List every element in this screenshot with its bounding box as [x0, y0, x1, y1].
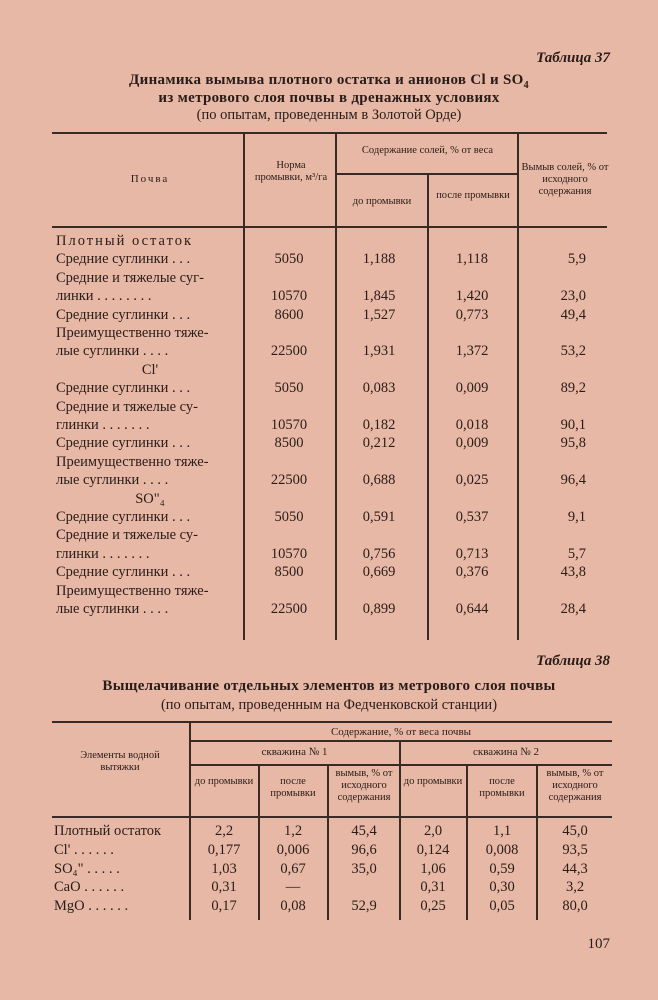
table37-before-cell: 0,756	[362, 545, 396, 562]
table37-section-label: Cl'	[141, 361, 159, 378]
table37-soil-cell: Средние и тяжелые суг-	[56, 269, 204, 286]
table38-w1-header-before: до промывки	[194, 776, 254, 787]
table38-w1-washout-cell: 52,9	[351, 898, 377, 915]
table37-after-cell: 0,537	[455, 509, 489, 525]
table37-before-cell: 0,669	[362, 564, 396, 581]
table37-soil-cell: Средние суглинки . . .	[56, 251, 191, 268]
table37-soil-cell: Средние и тяжелые су-	[56, 398, 198, 415]
table38-w2-before-cell: 0,124	[416, 841, 450, 858]
table37-col-divider-4	[517, 132, 519, 640]
table38-w2-after-cell: 0,05	[489, 898, 515, 915]
table38-well-rule	[190, 764, 612, 766]
table38-w2-before-cell: 2,0	[423, 823, 443, 839]
table37-after-cell: 0,644	[455, 601, 489, 617]
table37-norm-cell: 22500	[270, 472, 308, 489]
table37-header-washout: Вымыв солей, % от исходного содержания	[521, 162, 609, 197]
table37-after-cell: 0,376	[455, 564, 489, 581]
table37-after-cell: 0,018	[455, 417, 489, 433]
table38-w1-after-cell: —	[285, 879, 301, 896]
table37-title-line1: Динамика вымыва плотного остатка и анионов Cl и $SO_4$	[129, 72, 529, 91]
table37-norm-cell: 5050	[274, 380, 304, 397]
table37-washout-cell: 9,1	[567, 509, 586, 525]
table38-w2-before-cell: 0,25	[420, 898, 446, 915]
table37-washout-cell: 95,8	[560, 435, 586, 452]
table38-w2-after-cell: 0,59	[489, 860, 515, 877]
table38-header-well2: скважина № 2	[473, 746, 539, 758]
table37-norm-cell: 22500	[270, 343, 308, 360]
table37-content-rule	[335, 173, 517, 175]
table37-section-label: Плотный остаток	[56, 233, 194, 249]
table38-w1-after-cell: 0,08	[280, 898, 306, 915]
table37-norm-cell: 8600	[274, 306, 304, 323]
table37-norm-cell: 10570	[270, 417, 308, 433]
table37-subtitle: (по опытам, проведенным в Золотой Орде)	[196, 107, 462, 123]
table38-w2-after-cell: 0,30	[489, 879, 515, 896]
table37-soil-cell: глинки . . . . . . .	[56, 417, 150, 433]
table38-w2-washout-cell: 44,3	[562, 860, 588, 877]
table38-header-rule	[52, 816, 612, 818]
table38-w1-before-cell: 0,17	[211, 898, 237, 915]
table37-after-cell: 0,009	[455, 435, 489, 452]
table37-section-label: SO"₄	[135, 490, 165, 507]
table38-w1-washout-cell: 35,0	[351, 860, 377, 877]
table37-washout-cell: 5,9	[567, 251, 586, 268]
page-number: 107	[587, 936, 610, 952]
table37-soil-cell: Средние суглинки . . .	[56, 435, 191, 452]
table37-before-cell: 0,212	[362, 435, 396, 452]
table37-soil-cell: лые суглинки . . . .	[56, 472, 169, 489]
table37-before-cell: 0,591	[362, 509, 396, 525]
table37-col-divider-3	[427, 173, 429, 640]
table38-w1-after-cell: 0,67	[280, 860, 306, 877]
table37-top-rule	[52, 132, 607, 134]
table37-washout-cell: 28,4	[560, 601, 586, 617]
table37-title-line2: из метрового слоя почвы в дренажных условиях	[158, 90, 500, 106]
table38-element-cell: Cl' . . . . . .	[54, 841, 114, 858]
table37-before-cell: 0,899	[362, 601, 396, 617]
table38-w1-before-cell: 0,177	[207, 841, 241, 858]
table38-element-cell: Плотный остаток	[54, 823, 162, 839]
table37-soil-cell: лые суглинки . . . .	[56, 343, 169, 360]
table38-w1-washout-cell: 45,4	[351, 823, 377, 839]
table37-washout-cell: 90,1	[560, 417, 586, 433]
table37-soil-cell: глинки . . . . . . .	[56, 545, 150, 562]
table37-after-cell: 0,025	[455, 472, 489, 489]
table38-w2-washout-cell: 3,2	[565, 879, 585, 896]
table37-before-cell: 1,188	[362, 251, 396, 268]
table37-after-cell: 1,372	[455, 343, 489, 360]
table37-col-divider-2	[335, 132, 337, 640]
table37-soil-cell: Средние суглинки . . .	[56, 509, 191, 525]
table37-soil-cell: Средние и тяжелые су-	[56, 527, 198, 544]
table38-w1-after-cell: 1,2	[283, 823, 303, 839]
table37-before-cell: 0,688	[362, 472, 396, 489]
table37-after-cell: 1,420	[455, 288, 489, 305]
table38-w1-after-cell: 0,006	[276, 841, 310, 858]
table38-w1-header-after: после промывки	[270, 776, 316, 799]
table37-washout-cell: 89,2	[560, 380, 586, 397]
table38-w2-washout-cell: 45,0	[562, 823, 588, 839]
table38-col-divider-2	[258, 764, 260, 920]
table37-norm-cell: 22500	[270, 601, 308, 617]
table37-col-divider-1	[243, 132, 245, 640]
table37-soil-cell: Преимущественно тяже-	[56, 453, 209, 470]
table37-soil-cell: Преимущественно тяже-	[56, 325, 209, 341]
table38-title: Выщелачивание отдельных элементов из метрового слоя почвы	[102, 678, 556, 694]
table38-w2-before-cell: 1,06	[420, 860, 446, 877]
table38-element-cell: SO₄" . . . . .	[54, 860, 120, 877]
table37-norm-cell: 10570	[270, 545, 308, 562]
table37-soil-cell: Преимущественно тяже-	[56, 582, 209, 599]
table38-subtitle: (по опытам, проведенным на Федченковской станции)	[160, 697, 498, 713]
table37-soil-cell: линки . . . . . . . .	[56, 288, 152, 305]
table37-washout-cell: 53,2	[560, 343, 586, 360]
table37-washout-cell: 49,4	[560, 306, 586, 323]
table38-w2-header-before: до промывки	[403, 776, 463, 787]
table38-w2-washout-cell: 80,0	[562, 898, 588, 915]
table38-w1-header-washout: вымыв, % от исходного содержания	[335, 768, 393, 803]
table37-soil-cell: Средние суглинки . . .	[56, 306, 191, 323]
table37-header-content: Содержание солей, % от веса	[361, 145, 494, 156]
table38-w2-header-washout: вымыв, % от исходного содержания	[546, 768, 604, 803]
table37-header-soil: Почва	[130, 173, 170, 185]
table38-header-elements: Элементы водной вытяжки	[80, 750, 160, 773]
table37-washout-cell: 96,4	[560, 472, 586, 489]
table37-after-cell: 1,118	[455, 251, 489, 268]
table37-header-rule	[52, 226, 607, 228]
table38-header-well1: скважина № 1	[261, 746, 328, 758]
table37-soil-cell: Средние суглинки . . .	[56, 380, 191, 397]
table37-before-cell: 0,083	[362, 380, 396, 397]
table38-col-divider-5	[466, 764, 468, 920]
table38-w2-after-cell: 0,008	[485, 841, 519, 858]
table38-w1-before-cell: 0,31	[211, 879, 237, 896]
table37-after-cell: 0,713	[455, 545, 489, 562]
table38-w2-washout-cell: 93,5	[562, 841, 588, 858]
table38-element-cell: CaO . . . . . .	[54, 879, 125, 896]
table37-norm-cell: 5050	[274, 509, 304, 525]
table37-header-norm: Норма промывки, м³/га	[254, 160, 328, 183]
table38-w1-washout-cell: 96,6	[351, 841, 377, 858]
table38-w2-before-cell: 0,31	[420, 879, 446, 896]
table37-soil-cell: лые суглинки . . . .	[56, 601, 169, 617]
table38-w1-before-cell: 2,2	[214, 823, 234, 839]
table38-col-divider-6	[536, 764, 538, 920]
table37-header-after: после промывки	[436, 190, 510, 201]
table38-content-rule	[190, 740, 612, 742]
table37-washout-cell: 43,8	[560, 564, 586, 581]
table38-w2-after-cell: 1,1	[492, 823, 512, 839]
table38-w1-before-cell: 1,03	[211, 860, 237, 877]
table37-before-cell: 1,845	[362, 288, 396, 305]
table37-label: Таблица 37	[536, 50, 610, 66]
table38-top-rule	[52, 721, 612, 723]
table37-before-cell: 1,931	[362, 343, 396, 360]
table37-soil-cell: Средние суглинки . . .	[56, 564, 191, 581]
table37-before-cell: 1,527	[362, 306, 396, 323]
table38-element-cell: MgO . . . . . .	[54, 898, 129, 915]
table38-w2-header-after: после промывки	[479, 776, 525, 799]
table37-norm-cell: 8500	[274, 564, 304, 581]
table37-norm-cell: 8500	[274, 435, 304, 452]
table38-label: Таблица 38	[536, 653, 610, 669]
table37-after-cell: 0,009	[455, 380, 489, 397]
table37-after-cell: 0,773	[455, 306, 489, 323]
table37-header-before: до промывки	[352, 196, 412, 207]
table37-washout-cell: 5,7	[567, 545, 586, 562]
table37-washout-cell: 23,0	[560, 288, 586, 305]
table38-header-content: Содержание, % от веса почвы	[330, 726, 472, 738]
table37-before-cell: 0,182	[362, 417, 396, 433]
table37-norm-cell: 10570	[270, 288, 308, 305]
table37-norm-cell: 5050	[274, 251, 304, 268]
